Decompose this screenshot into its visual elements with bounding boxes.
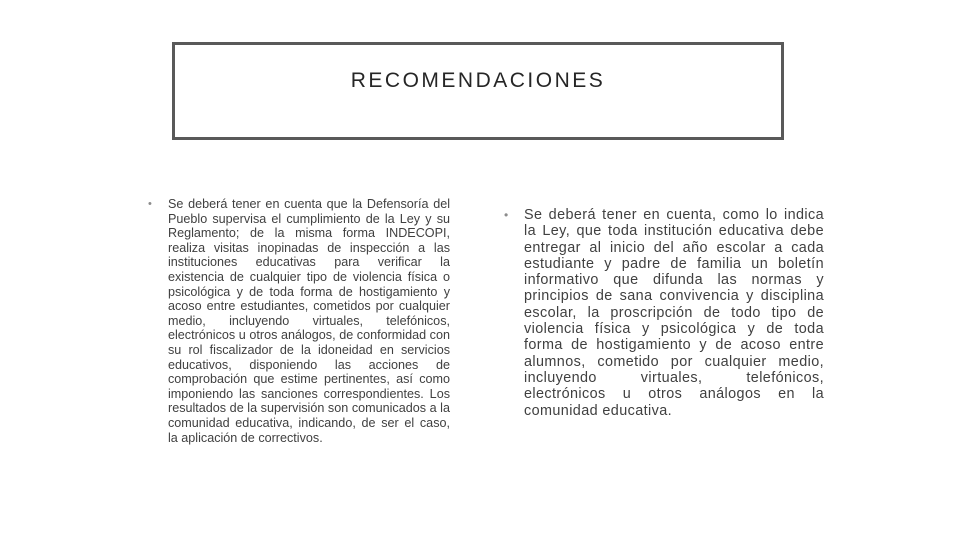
right-column	[504, 207, 824, 419]
left-column	[148, 197, 450, 445]
right-bullet-item	[504, 207, 824, 419]
slide-title: RECOMENDACIONES	[350, 69, 606, 92]
left-bullet-item	[148, 197, 450, 445]
bullet-icon: •	[504, 208, 509, 222]
bullet-icon: •	[148, 198, 152, 210]
title-box	[172, 42, 784, 140]
right-bullet-text: Se deberá tener en cuenta, como lo indica la Ley, que toda institución educativa debe entregar al inicio del año escolar a cada estudiante y padre de familia un boletín informativo que difunda las normas y principios de sana convivencia y disciplina escolar, la proscripción de todo tipo de violencia física y psicológica y de toda forma de hostigamiento y de acoso entre alumnos, cometido por cualquier medio, incluyendo virtuales, telefónicos, electrónicos u otros análogos en la comunidad educativa.	[524, 207, 824, 419]
left-bullet-text: Se deberá tener en cuenta que la Defensoría del Pueblo supervisa el cumplimiento de la Ley y su Reglamento; de la misma forma INDECOPI, realiza visitas inopinadas de inspección a las instituciones educativas para verificar la existencia de cualquier tipo de violencia física o psicológica y de toda forma de hostigamiento y acoso entre estudiantes, cometidos por cualquier medio, incluyendo virtuales, telefónicos, electrónicos u otros análogos, de conformidad con su rol fiscalizador de la idoneidad en servicios educativos, disponiendo las acciones de comprobación que estime pertinentes, así como imponiendo las sanciones correspondientes. Los resultados de la supervisión son comunicados a la comunidad educativa, indicando, de ser el caso, la aplicación de correctivos.	[168, 197, 450, 445]
